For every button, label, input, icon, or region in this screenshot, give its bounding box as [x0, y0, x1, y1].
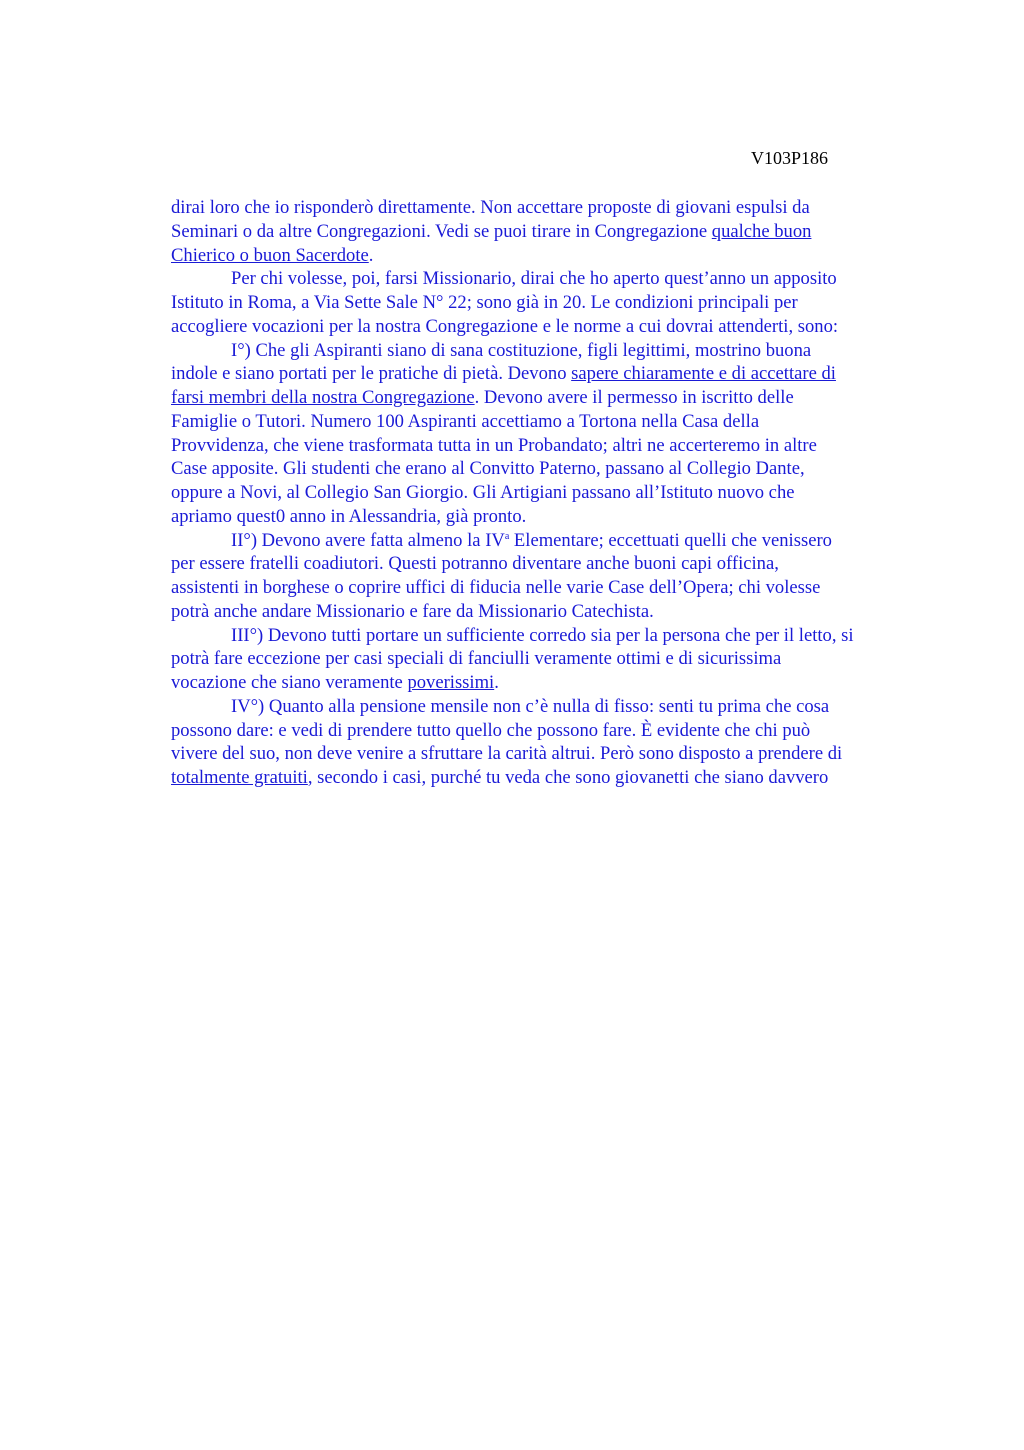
text-line: accogliere vocazioni per la nostra Congregazione e le norme a cui dovrai attenderti, sono: [171, 315, 839, 337]
text-run: . [494, 672, 499, 693]
text-line: per essere fratelli coadiutori. Questi potranno diventare anche buoni capi officina, [171, 553, 779, 575]
page-reference: V103P186 [751, 148, 829, 168]
superscript: a [504, 530, 510, 542]
text-line: assistenti in borghese o coprire uffici di fiducia nelle varie Case dell’Opera; chi volesse [171, 577, 821, 598]
text-line: Istituto in Roma, a Via Sette Sale N° 22; sono già in 20. Le condizioni principali per [171, 292, 798, 313]
text-line: Provvidenza, che viene trasformata tutta in un Probandato; altri ne accerteremo in altre [171, 434, 817, 456]
paragraph-start: IV°) Quanto alla pensione mensile non c’è nulla di fisso: senti tu prima che cosa [231, 695, 830, 717]
paragraph-start: I°) Che gli Aspiranti siano di sana costituzione, figli legittimi, mostrino buona [231, 339, 812, 361]
text-line: apriamo quest0 anno in Alessandria, già pronto. [171, 505, 527, 527]
underlined-text: qualche buon [711, 220, 812, 242]
paragraph-start: Per chi volesse, poi, farsi Missionario, dirai che ho aperto quest’anno un apposito [231, 268, 837, 290]
text-run: . Devono avere il permesso in iscritto delle [474, 387, 794, 408]
underlined-text: totalmente gratuiti [171, 767, 308, 788]
text-run: Seminari o da altre Congregazioni. Vedi se puoi tirare in Congregazione [171, 220, 712, 242]
text-line: potrà anche andare Missionario e fare da Missionario Catechista. [171, 600, 654, 622]
text-run: Elementare; eccettuati quelli che venissero [509, 529, 832, 551]
text-run: vocazione che siano veramente [171, 672, 408, 693]
text-run: II°) Devono avere fatta almeno la IV [231, 529, 505, 551]
letter-body [171, 196, 931, 790]
text-run: indole e siano portati per le pratiche di pietà. Devono [171, 363, 572, 385]
text-line: Famiglie o Tutori. Numero 100 Aspiranti accettiamo a Tortona nella Casa della [171, 410, 760, 432]
text-run: , secondo i casi, purché tu veda che sono giovanetti che siano davvero [307, 767, 829, 788]
underlined-text: Chierico o buon Sacerdote [171, 244, 369, 266]
text-line: potrà fare eccezione per casi speciali di fanciulli veramente ottimi e di sicurissima [171, 648, 782, 670]
text-line: possono dare: e vedi di prendere tutto quello che possono fare. È evidente che chi può [171, 719, 811, 741]
underlined-text: farsi membri della nostra Congregazione [171, 387, 475, 408]
text-line: Case apposite. Gli studenti che erano al Convitto Paterno, passano al Collegio Dante, [171, 458, 805, 480]
text-line: vivere del suo, non deve venire a sfruttare la carità altrui. Però sono disposto a prendere di [171, 743, 843, 765]
text-line [171, 671, 931, 695]
text-line [171, 220, 931, 244]
underlined-text: sapere chiaramente e di accettare di [571, 363, 836, 385]
underlined-text: poverissimi [407, 672, 495, 693]
text-line [171, 386, 931, 410]
text-line [171, 244, 931, 268]
paragraph-start: III°) Devono tutti portare un sufficiente corredo sia per la persona che per il letto, si [231, 624, 854, 646]
text-run: . [368, 244, 374, 266]
text-line: oppure a Novi, al Collegio San Giorgio. Gli Artigiani passano all’Istituto nuovo che [171, 482, 795, 503]
text-line [171, 362, 931, 386]
text-line [171, 766, 931, 790]
paragraph-start [171, 529, 931, 553]
text-line: dirai loro che io risponderò direttamente. Non accettare proposte di giovani espulsi da [171, 197, 810, 218]
